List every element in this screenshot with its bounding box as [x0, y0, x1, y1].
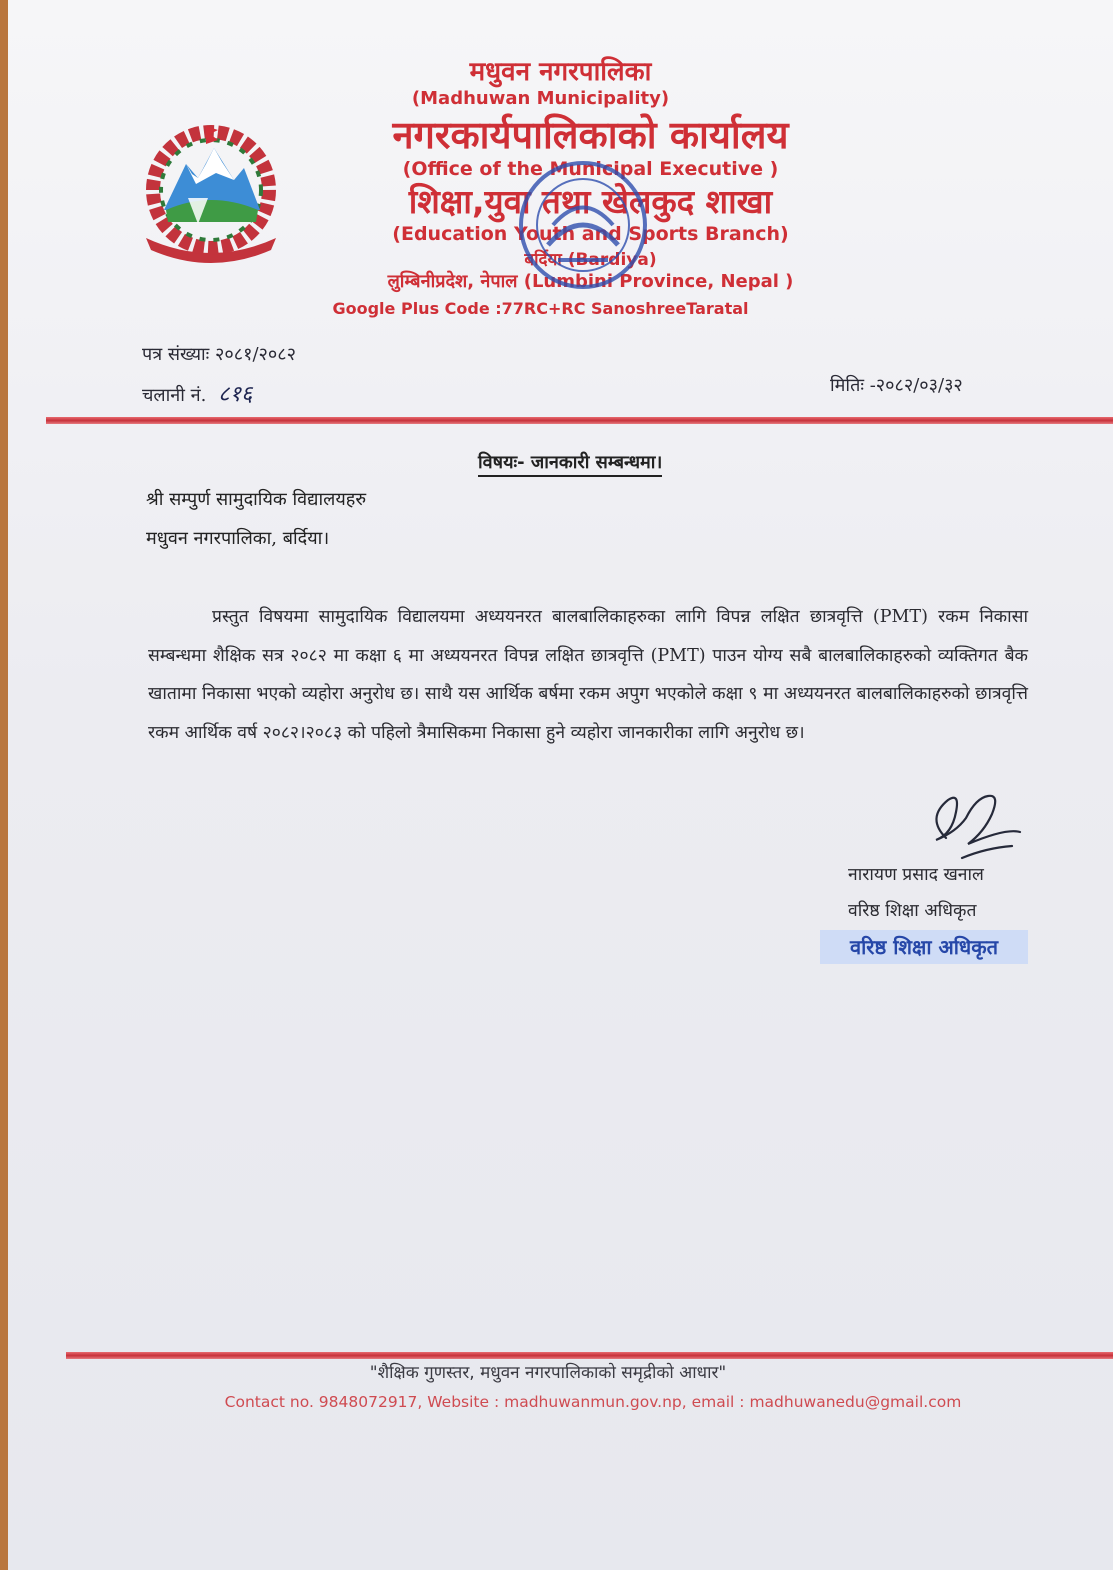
dispatch-number-label: चलानी नं. — [142, 385, 207, 406]
footer-motto: "शैक्षिक गुणस्तर, मधुवन नगरपालिकाको समृद्रीको आधार" — [369, 1363, 727, 1383]
signatory-stamp: वरिष्ठ शिक्षा अधिकृत — [820, 930, 1028, 964]
province-name: लुम्बिनीप्रदेश, नेपाल (Lumbini Province, Nepal ) — [387, 271, 794, 292]
dispatch-number-value: ८१६ — [218, 382, 253, 407]
letter-date: मितिः -२०८२/०३/३२ — [830, 375, 963, 396]
addressee-line-1: श्री सम्पुर्ण सामुदायिक विद्यालयहरु — [146, 489, 367, 510]
letter-subject: विषयः- जानकारी सम्बन्धमा। — [478, 450, 662, 477]
municipality-name-en: (Madhuwan Municipality) — [411, 88, 670, 109]
handwritten-signature — [916, 788, 1036, 868]
addressee-line-2: मधुवन नगरपालिका, बर्दिया। — [146, 528, 330, 549]
office-name-np: नगरकार्यपालिकाको कार्यालय — [392, 113, 789, 157]
letter-body: प्रस्तुत विषयमा सामुदायिक विद्यालयमा अध्ययनरत बालबालिकाहरुका लागि विपन्न लक्षित छात्रवृत्ति (PMT) रकम निकासा सम्बन्धमा शैक्षिक सत्र २०८२ मा कक्षा ६ मा अध्ययनरत विपन्न लक्षित छात्रवृत्ति (PMT) पाउन योग्य सबै बालबालिकाहरुको व्यक्तिगत बैक खातामा निकासा भएको व्यहोरा अनुरोध छ। साथै यस आर्थिक बर्षमा रकम अपुग भएकोले कक्षा ९ मा अध्ययनरत बालबालिकाहरुको छात्रवृत्ति रकम आर्थिक वर्ष २०८२।२०८३ को पहिलो त्रैमासिकमा निकासा हुने व्यहोरा जानकारीका लागि अनुरोध छ। — [148, 607, 1028, 743]
letter-page — [8, 0, 1113, 1570]
signatory-name: नारायण प्रसाद खनाल — [848, 865, 984, 885]
municipality-name-np: मधुवन नगरपालिका — [469, 57, 652, 87]
header-divider — [46, 417, 1113, 424]
signatory-title: वरिष्ठ शिक्षा अधिकृत — [848, 901, 977, 921]
office-name-en: (Office of the Municipal Executive ) — [402, 158, 779, 180]
dispatch-number — [142, 378, 252, 408]
district-name: बर्दिया (Bardiya) — [524, 250, 657, 270]
office-seal-icon — [508, 150, 658, 300]
footer-divider — [66, 1352, 1113, 1359]
branch-name-np: शिक्षा,युवा तथा खेलकुद शाखा — [408, 182, 773, 221]
letter-number: पत्र संख्याः २०८१/२०८२ — [142, 344, 296, 365]
plus-code: Google Plus Code :77RC+RC SanoshreeTaratal — [332, 299, 749, 318]
branch-name-en: (Education Youth and Sports Branch) — [392, 223, 789, 245]
footer-contact: Contact no. 9848072917, Website : madhuwanmun.gov.np, email : madhuwanedu@gmail.com — [224, 1393, 962, 1411]
